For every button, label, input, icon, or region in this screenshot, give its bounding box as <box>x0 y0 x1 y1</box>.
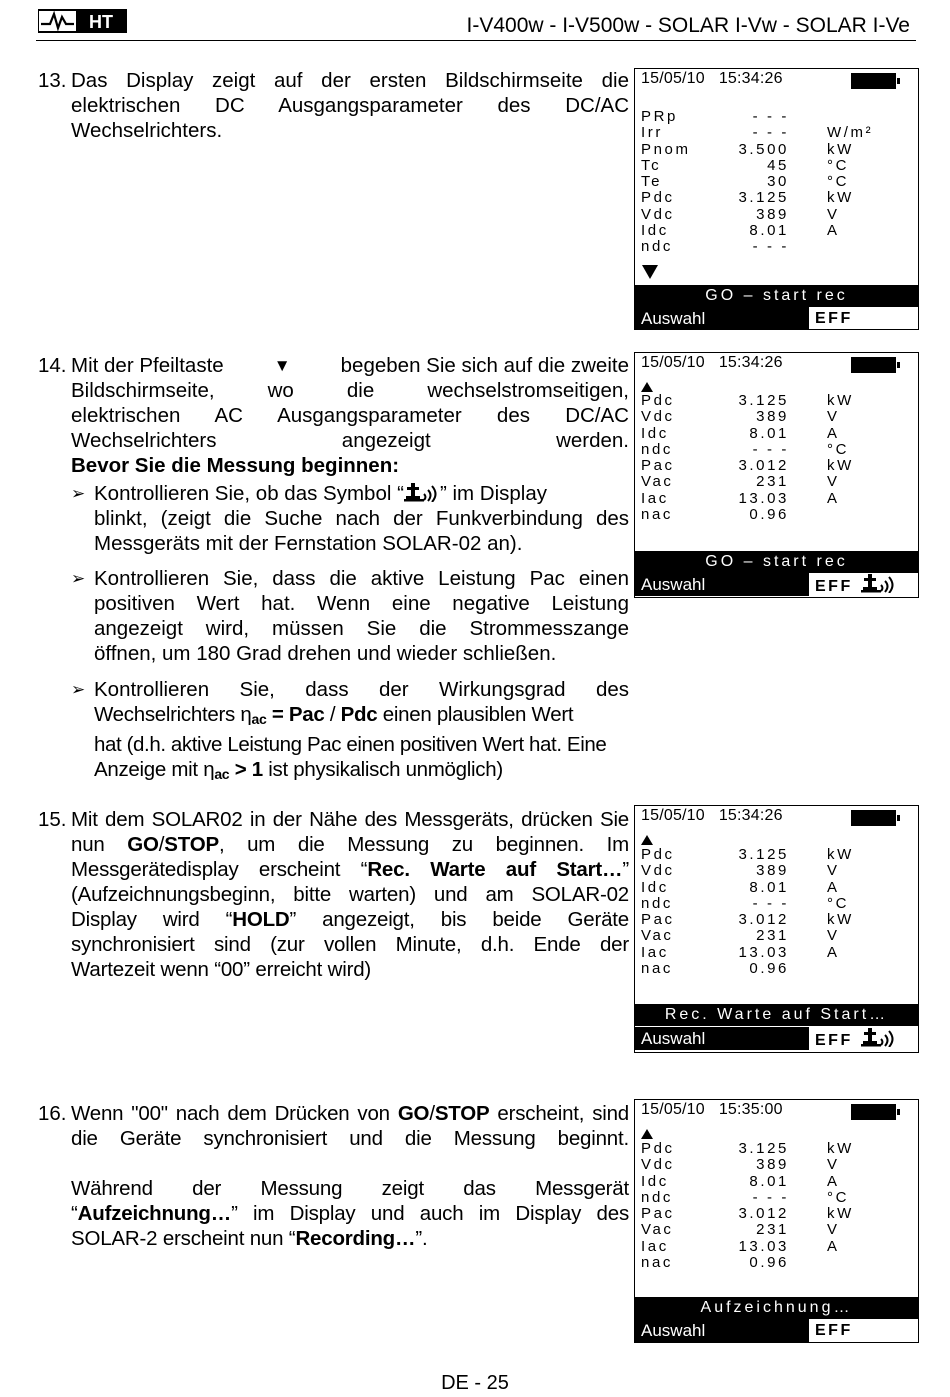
bullet-arrow-icon: ➢ <box>71 680 86 699</box>
parameter-label: Pdc <box>641 1140 675 1157</box>
eff-label: EFF <box>815 1322 853 1339</box>
step-text <box>71 68 629 143</box>
parameter-unit: A <box>827 222 840 240</box>
parameter-value: 0.96 <box>749 960 789 978</box>
text-fragment: ” im Display <box>439 482 548 505</box>
parameter-value: 231 <box>756 1221 789 1239</box>
parameter-label: Vdc <box>641 862 675 880</box>
text-fragment: = <box>266 703 289 726</box>
bullet-text <box>94 566 629 666</box>
text-line <box>71 1226 629 1251</box>
text-line: hat (d.h. aktive Leistung Pac einen positiven Wert hat. Eine <box>94 733 607 756</box>
bullet-text <box>94 677 629 787</box>
parameter-unit: V <box>827 1221 840 1239</box>
parameter-value: 3.125 <box>738 846 789 863</box>
eff-softkey[interactable] <box>809 1027 918 1050</box>
text-line: positiven Wert hat. Wenn eine negative Leistung <box>94 592 629 615</box>
eff-label: EFF <box>815 310 853 327</box>
parameter-label: Vac <box>641 1221 674 1239</box>
select-softkey[interactable]: Auswahl <box>635 1319 809 1342</box>
parameter-label: Pdc <box>641 189 675 207</box>
parameter-label: Idc <box>641 424 669 442</box>
text-fragment: , um die Messung zu beginnen. Im <box>218 833 629 856</box>
up-arrow-icon <box>641 1129 653 1139</box>
text-fragment: ”. <box>415 1227 428 1250</box>
text-fragment: “ <box>71 1202 78 1225</box>
parameter-label: ndc <box>641 894 673 912</box>
parameter-value: 3.012 <box>738 457 789 475</box>
parameter-label: nac <box>641 960 673 978</box>
parameter-label: ndc <box>641 440 673 458</box>
parameter-value: 30 <box>767 173 789 191</box>
text-line: Das Display zeigt auf der ersten Bildschirmseite die <box>71 69 629 92</box>
parameter-unit: kW <box>827 189 854 207</box>
text-line: Messgeräts mit der Fernstation SOLAR-02 an). <box>94 532 523 555</box>
text-line <box>71 1201 629 1226</box>
text-line: Wartezeit wenn “00” erreicht wird) <box>71 958 372 981</box>
parameter-unit: V <box>827 1156 840 1174</box>
screen-datetime: 15/05/10 15:34:26 <box>641 354 783 371</box>
parameter-unit: A <box>827 943 840 961</box>
page-number: DE - 25 <box>441 1372 509 1394</box>
text-line <box>94 481 629 506</box>
parameter-label: Vdc <box>641 205 675 223</box>
text-fragment: Pac <box>288 703 325 726</box>
parameter-label: nac <box>641 506 673 524</box>
header-rule <box>36 40 916 41</box>
bullet-text <box>94 481 629 556</box>
parameter-label: ndc <box>641 238 673 256</box>
parameter-value: - - - <box>752 124 789 142</box>
text-fragment: nun <box>71 833 128 856</box>
text-line: Mit dem SOLAR02 in der Nähe des Messgeräts, drücken Sie <box>71 808 629 831</box>
down-arrow-icon <box>642 265 658 279</box>
eff-softkey[interactable] <box>809 573 918 596</box>
status-banner: Aufzeichnung… <box>635 1297 918 1319</box>
document-title: I-V400w - I-V500w - SOLAR I-Vw - SOLAR I-Ve <box>466 14 910 37</box>
parameter-value: 45 <box>767 156 789 174</box>
parameter-label: nac <box>641 1254 673 1272</box>
text-fragment: ” angezeigt, bis beide Geräte <box>289 908 629 931</box>
parameter-value: 3.012 <box>738 911 789 929</box>
parameter-value: 3.125 <box>738 189 789 207</box>
parameter-value: - - - <box>752 440 789 458</box>
text-fragment: Aufzeichnung… <box>77 1202 232 1225</box>
parameter-value: 389 <box>756 862 789 880</box>
parameter-label: Irr <box>641 124 663 142</box>
parameter-unit: A <box>827 424 840 442</box>
parameter-label: Pnom <box>641 140 691 158</box>
parameter-label: ndc <box>641 1188 673 1206</box>
text-line: Während der Messung zeigt das Messgerät <box>71 1177 629 1200</box>
text-line <box>71 832 629 857</box>
text-line <box>94 757 629 787</box>
text-fragment: Wechselrichters η <box>94 703 252 726</box>
parameter-value: 3.125 <box>738 392 789 409</box>
screen-datetime: 15/05/10 15:34:26 <box>641 807 783 824</box>
parameter-value: 3.125 <box>738 1140 789 1157</box>
parameter-unit: A <box>827 489 840 507</box>
text-line: (Aufzeichnungsbeginn, bitte warten) und am SOLAR-02 <box>71 883 629 906</box>
parameter-unit: V <box>827 927 840 945</box>
parameter-unit: kW <box>827 457 854 475</box>
eff-softkey[interactable] <box>809 307 918 330</box>
radio-signal-icon <box>404 482 440 502</box>
screen-datetime: 15/05/10 15:35:00 <box>641 1101 783 1118</box>
parameter-unit: A <box>827 1237 840 1255</box>
select-softkey[interactable]: Auswahl <box>635 307 809 330</box>
text-line <box>71 353 629 378</box>
radio-signal-icon <box>859 1027 899 1047</box>
text-fragment: Rec. Warte auf Start… <box>367 858 623 881</box>
select-softkey[interactable]: Auswahl <box>635 1027 809 1050</box>
parameter-unit: V <box>827 408 840 426</box>
text-line: öffnen, um 180 Grad drehen und wieder schließen. <box>94 642 557 665</box>
text-fragment: / <box>429 1102 435 1125</box>
text-line: Wechselrichters angezeigt werden. <box>71 429 629 452</box>
parameter-unit: °C <box>827 1188 850 1206</box>
text-fragment: Display wird “ <box>71 908 233 931</box>
parameter-value: 389 <box>756 408 789 426</box>
text-fragment: STOP <box>434 1102 490 1125</box>
battery-icon <box>851 73 896 89</box>
parameter-unit: kW <box>827 911 854 929</box>
text-fragment: begeben Sie sich auf die zweite <box>340 354 629 377</box>
step-text <box>71 807 629 982</box>
parameter-label: Vdc <box>641 1156 675 1174</box>
text-fragment: Wenn "00" nach dem Drücken von <box>71 1102 398 1125</box>
subscript: ac <box>251 711 267 727</box>
parameter-value: 389 <box>756 205 789 223</box>
text-line: blinkt, (zeigt die Suche nach der Funkverbindung des <box>94 507 629 530</box>
text-line <box>71 907 629 932</box>
parameter-label: PRp <box>641 108 678 125</box>
text-fragment: einen plausiblen Wert <box>377 703 574 726</box>
select-softkey[interactable]: Auswahl <box>635 573 809 596</box>
parameter-label: Vac <box>641 473 674 491</box>
text-line: Wechselrichters. <box>71 119 223 142</box>
text-fragment: Pdc <box>340 703 378 726</box>
parameter-unit: kW <box>827 392 854 409</box>
parameter-label: Pdc <box>641 846 675 863</box>
parameter-value: - - - <box>752 1188 789 1206</box>
text-line: synchronisiert sind (zur vollen Minute, d.h. Ende der <box>71 933 629 956</box>
up-arrow-icon <box>641 835 653 845</box>
step-number: 13. <box>38 69 67 92</box>
text-line <box>71 857 629 882</box>
bullet-arrow-icon: ➢ <box>71 569 86 588</box>
text-fragment: HOLD <box>232 908 290 931</box>
battery-icon <box>851 357 896 373</box>
battery-icon <box>851 1104 896 1120</box>
parameter-value: 0.96 <box>749 1254 789 1272</box>
device-screen-2 <box>634 352 919 598</box>
parameter-unit: A <box>827 878 840 896</box>
parameter-value: 3.012 <box>738 1205 789 1223</box>
parameter-value: 3.500 <box>738 140 789 158</box>
text-fragment: SOLAR-2 erscheint nun “ <box>71 1227 296 1250</box>
step-number: 15. <box>38 808 67 831</box>
step-number: 16. <box>38 1102 67 1125</box>
device-screen-4 <box>634 1099 919 1343</box>
down-arrow-icon: ▼ <box>273 356 291 375</box>
text-fragment: > 1 <box>229 758 263 781</box>
up-arrow-icon <box>641 382 653 392</box>
parameter-unit: °C <box>827 173 850 191</box>
parameter-unit: A <box>827 1172 840 1190</box>
parameter-label: Idc <box>641 1172 669 1190</box>
parameter-unit: °C <box>827 156 850 174</box>
parameter-value: - - - <box>752 894 789 912</box>
text-line: Kontrollieren Sie, dass der Wirkungsgrad des <box>94 678 629 701</box>
bullet-arrow-icon: ➢ <box>71 484 86 503</box>
text-fragment <box>94 481 547 506</box>
parameter-label: Tc <box>641 156 662 174</box>
parameter-unit: °C <box>827 440 850 458</box>
parameter-unit: V <box>827 473 840 491</box>
text-fragment: Mit der Pfeiltaste <box>71 354 224 377</box>
battery-icon <box>851 810 896 826</box>
parameter-label: Vac <box>641 927 674 945</box>
eff-label: EFF <box>815 578 853 595</box>
screen-datetime: 15/05/10 15:34:26 <box>641 70 783 87</box>
text-line: angezeigt wird, müssen Sie die Strommesszange <box>94 617 629 640</box>
text-fragment: GO <box>127 833 159 856</box>
step-text <box>71 353 629 478</box>
text-fragment: erscheint, sind <box>489 1102 629 1125</box>
text-fragment: Recording… <box>295 1227 416 1250</box>
parameter-label: Pac <box>641 1205 675 1223</box>
text-line: die Geräte synchronisiert und die Messung beginnt. <box>71 1127 629 1150</box>
parameter-value: 8.01 <box>749 1172 789 1190</box>
parameter-value: 231 <box>756 473 789 491</box>
text-fragment: ” im Display und auch im Display des <box>231 1202 629 1225</box>
text-fragment: / <box>324 703 341 726</box>
status-banner: GO – start rec <box>635 551 918 573</box>
parameter-label: Pdc <box>641 392 675 409</box>
parameter-label: Pac <box>641 911 675 929</box>
logo-text: HT <box>89 12 113 32</box>
parameter-label: Te <box>641 173 663 191</box>
ht-logo <box>38 8 128 34</box>
parameter-value: 13.03 <box>738 489 789 507</box>
bold-heading: Bevor Sie die Messung beginnen: <box>71 454 400 477</box>
subscript: ac <box>214 766 230 782</box>
text-line: elektrischen DC Ausgangsparameter des DC/AC <box>71 94 629 117</box>
parameter-value: - - - <box>752 238 789 256</box>
status-banner: Rec. Warte auf Start… <box>635 1004 918 1026</box>
text-line: elektrischen AC Ausgangsparameter des DC/AC <box>71 404 629 427</box>
text-fragment: ” <box>622 858 629 881</box>
parameter-value: - - - <box>752 108 789 125</box>
eff-softkey[interactable] <box>809 1319 918 1342</box>
text-fragment: Messgerätedisplay erscheint “ <box>71 858 368 881</box>
parameter-value: 389 <box>756 1156 789 1174</box>
step-number: 14. <box>38 354 67 377</box>
parameter-unit: kW <box>827 846 854 863</box>
parameter-label: Vdc <box>641 408 675 426</box>
text-fragment: / <box>158 833 165 856</box>
text-fragment: Anzeige mit η <box>94 758 215 781</box>
text-fragment: STOP <box>164 833 219 856</box>
parameter-value: 231 <box>756 927 789 945</box>
status-banner: GO – start rec <box>635 285 918 307</box>
text-fragment: Kontrollieren Sie, ob das Symbol “ <box>94 482 404 505</box>
parameter-label: Idc <box>641 878 669 896</box>
ht-logo-graphic <box>38 8 128 34</box>
text-fragment: ist physikalisch unmöglich) <box>262 758 503 781</box>
parameter-value: 8.01 <box>749 878 789 896</box>
step-text <box>71 1101 629 1251</box>
parameter-value: 8.01 <box>749 222 789 240</box>
text-line: Kontrollieren Sie, dass die aktive Leistung Pac einen <box>94 567 629 590</box>
parameter-label: Idc <box>641 222 669 240</box>
text-fragment: GO <box>397 1102 430 1125</box>
parameter-unit: kW <box>827 1140 854 1157</box>
text-line <box>94 702 629 732</box>
radio-signal-icon <box>859 573 899 593</box>
device-screen-3 <box>634 805 919 1053</box>
text-line <box>71 1101 629 1126</box>
parameter-unit: W/m² <box>827 124 874 142</box>
device-screen-1 <box>634 68 919 330</box>
parameter-value: 13.03 <box>738 1237 789 1255</box>
parameter-value: 13.03 <box>738 943 789 961</box>
blank-line <box>71 1151 629 1176</box>
parameter-label: Iac <box>641 489 669 507</box>
parameter-unit: kW <box>827 1205 854 1223</box>
parameter-value: 0.96 <box>749 506 789 524</box>
parameter-unit: V <box>827 205 840 223</box>
parameter-value: 8.01 <box>749 424 789 442</box>
parameter-label: Pac <box>641 457 675 475</box>
eff-label: EFF <box>815 1032 853 1049</box>
text-line: Bildschirmseite, wo die wechselstromseitigen, <box>71 379 629 402</box>
parameter-unit: °C <box>827 894 850 912</box>
parameter-unit: V <box>827 862 840 880</box>
parameter-label: Iac <box>641 1237 669 1255</box>
parameter-unit: kW <box>827 140 854 158</box>
parameter-label: Iac <box>641 943 669 961</box>
